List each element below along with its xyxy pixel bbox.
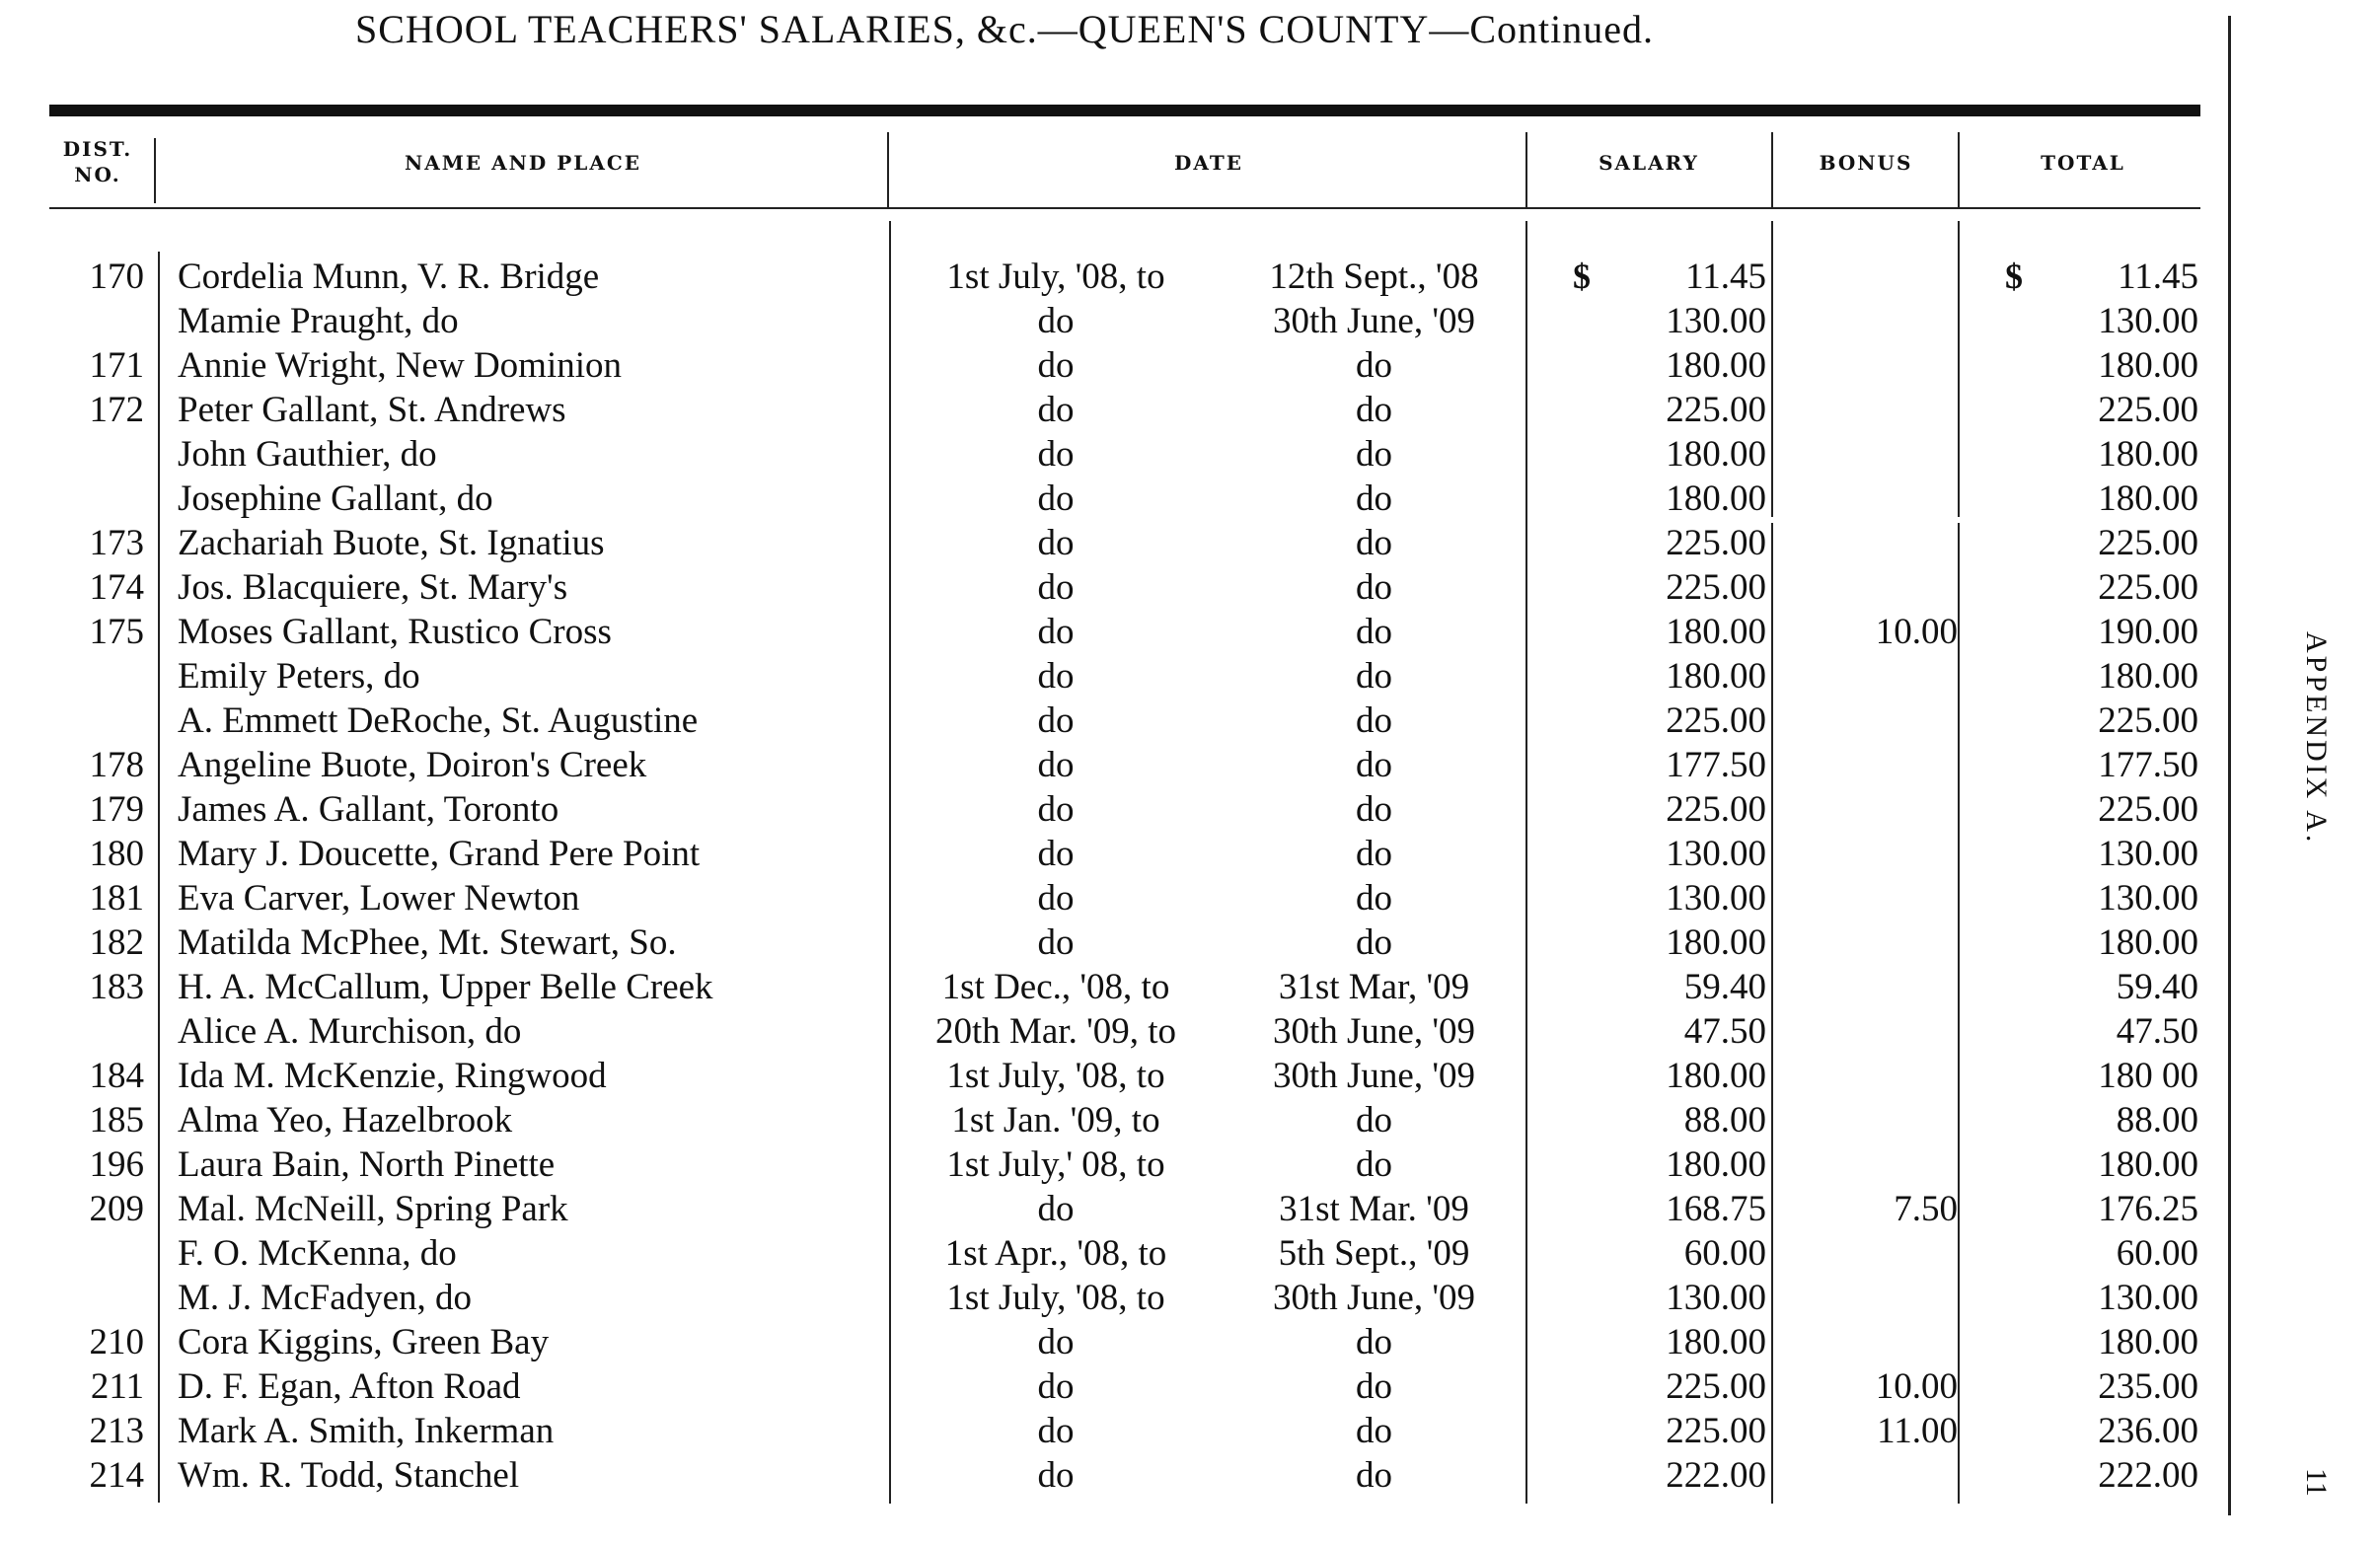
total: 130.00 [2098, 878, 2198, 919]
total: 176.25 [2098, 1189, 2198, 1229]
table-row [0, 965, 2380, 1009]
salary: 130.00 [1666, 834, 1766, 874]
salary: 180.00 [1666, 656, 1766, 697]
name-and-place: Matilda McPhee, Mt. Stewart, So. [178, 922, 677, 963]
date-from: do [1037, 878, 1075, 919]
date-to: do [1356, 434, 1392, 475]
date-to: do [1356, 612, 1392, 652]
table-row [0, 1098, 2380, 1142]
date-to: do [1356, 1411, 1392, 1451]
total: 225.00 [2098, 789, 2198, 830]
total-currency-symbol: $ [2005, 257, 2023, 296]
date-from: do [1037, 390, 1075, 430]
appendix-label: APPENDIX A. [2300, 631, 2333, 846]
table-row [0, 1231, 2380, 1276]
table-row [0, 1276, 2380, 1320]
dist-no: 184 [89, 1056, 144, 1096]
dist-no: 175 [89, 612, 144, 652]
table-row [0, 343, 2380, 388]
total: 190.00 [2098, 612, 2198, 652]
total: 180.00 [2098, 345, 2198, 386]
date-to: do [1356, 1144, 1392, 1185]
salary: 130.00 [1666, 301, 1766, 341]
table-row [0, 255, 2380, 299]
date-to: do [1356, 1366, 1392, 1407]
dist-no: 209 [89, 1189, 144, 1229]
salary: 225.00 [1666, 523, 1766, 563]
salary: 180.00 [1666, 1322, 1766, 1362]
salary: 88.00 [1683, 1100, 1766, 1140]
table-row [0, 432, 2380, 477]
dist-no: 214 [89, 1455, 144, 1496]
header-divider [1525, 132, 1527, 207]
table-row [0, 388, 2380, 432]
name-and-place: John Gauthier, do [178, 434, 437, 475]
dist-no: 210 [89, 1322, 144, 1362]
dist-no: 172 [89, 390, 144, 430]
salary: 130.00 [1666, 1278, 1766, 1318]
date-from: do [1037, 301, 1075, 341]
name-and-place: Mark A. Smith, Inkerman [178, 1411, 555, 1451]
dist-no: 185 [89, 1100, 144, 1140]
date-from: 1st July, '08, to [946, 1278, 1165, 1318]
date-to: do [1356, 567, 1392, 608]
total: 225.00 [2098, 567, 2198, 608]
salary: 225.00 [1666, 567, 1766, 608]
total: 235.00 [2098, 1366, 2198, 1407]
date-to: do [1356, 700, 1392, 741]
date-from: do [1037, 612, 1075, 652]
date-from: do [1037, 567, 1075, 608]
dist-no: 182 [89, 922, 144, 963]
salary: 222.00 [1666, 1455, 1766, 1496]
salary: 180.00 [1666, 922, 1766, 963]
salary: 60.00 [1683, 1233, 1766, 1274]
date-to: do [1356, 390, 1392, 430]
name-and-place: Jos. Blacquiere, St. Mary's [178, 567, 568, 608]
column-header-name-and-place: NAME AND PLACE [404, 151, 642, 175]
name-and-place: Angeline Buote, Doiron's Creek [178, 745, 647, 785]
date-from: do [1037, 1366, 1075, 1407]
dist-no: 174 [89, 567, 144, 608]
dist-no: 196 [89, 1144, 144, 1185]
salary: 180.00 [1666, 1056, 1766, 1096]
header-rule-thin [49, 207, 2200, 209]
total: 225.00 [2098, 390, 2198, 430]
date-from: 1st July,' 08, to [946, 1144, 1165, 1185]
column-header-salary: SALARY [1599, 151, 1699, 175]
salary: 225.00 [1666, 700, 1766, 741]
name-and-place: Ida M. McKenzie, Ringwood [178, 1056, 607, 1096]
date-to: 30th June, '09 [1272, 1056, 1476, 1096]
salary: 180.00 [1666, 434, 1766, 475]
table-row [0, 565, 2380, 610]
dist-no: 178 [89, 745, 144, 785]
bonus: 10.00 [1875, 1366, 1958, 1407]
date-from: 1st Jan. '09, to [951, 1100, 1160, 1140]
table-row [0, 832, 2380, 876]
name-and-place: Alma Yeo, Hazelbrook [178, 1100, 513, 1140]
dist-no: 180 [89, 834, 144, 874]
date-from: 1st Apr., '08, to [944, 1233, 1167, 1274]
salary: 225.00 [1666, 390, 1766, 430]
total: 11.45 [2118, 257, 2198, 297]
dist-no: 183 [89, 967, 144, 1007]
total: 59.40 [2116, 967, 2198, 1007]
date-to: 31st Mar. '09 [1279, 1189, 1469, 1229]
table-row [0, 1453, 2380, 1498]
total: 180.00 [2098, 922, 2198, 963]
date-from: do [1037, 834, 1075, 874]
date-to: 31st Mar, '09 [1278, 967, 1470, 1007]
header-rule-thick [49, 105, 2200, 116]
name-and-place: Mal. McNeill, Spring Park [178, 1189, 568, 1229]
name-and-place: Moses Gallant, Rustico Cross [178, 612, 612, 652]
total: 222.00 [2098, 1455, 2198, 1496]
date-to: do [1356, 345, 1392, 386]
name-and-place: James A. Gallant, Toronto [178, 789, 559, 830]
dist-no: 211 [90, 1366, 144, 1407]
table-row [0, 1142, 2380, 1187]
salary: 11.45 [1685, 257, 1766, 297]
salary: 59.40 [1683, 967, 1766, 1007]
header-divider [1958, 132, 1960, 207]
salary: 180.00 [1666, 345, 1766, 386]
bonus: 10.00 [1875, 612, 1958, 652]
date-to: do [1356, 478, 1392, 519]
date-from: do [1037, 1411, 1075, 1451]
salary: 225.00 [1666, 1411, 1766, 1451]
total: 225.00 [2098, 523, 2198, 563]
column-header-total: TOTAL [2041, 151, 2125, 175]
date-from: do [1037, 745, 1075, 785]
date-from: do [1037, 434, 1075, 475]
name-and-place: M. J. McFadyen, do [178, 1278, 473, 1318]
name-and-place: Eva Carver, Lower Newton [178, 878, 580, 919]
date-to: do [1356, 834, 1392, 874]
date-from: 20th Mar. '09, to [934, 1011, 1177, 1052]
salary: 225.00 [1666, 1366, 1766, 1407]
column-header-dist-no: DIST. NO. [62, 137, 133, 186]
dist-no: 170 [89, 257, 144, 297]
date-from: do [1037, 1455, 1075, 1496]
date-from: do [1037, 922, 1075, 963]
date-from: do [1037, 789, 1075, 830]
table-row [0, 743, 2380, 787]
table-row [0, 1320, 2380, 1364]
dist-no: 213 [89, 1411, 144, 1451]
date-to: 30th June, '09 [1272, 301, 1476, 341]
table-row [0, 1009, 2380, 1054]
date-to: do [1356, 1455, 1392, 1496]
date-to: 12th Sept., '08 [1269, 257, 1479, 297]
date-to: do [1356, 745, 1392, 785]
table-row [0, 1054, 2380, 1098]
salary: 225.00 [1666, 789, 1766, 830]
table-row [0, 299, 2380, 343]
total: 180.00 [2098, 434, 2198, 475]
name-and-place: Alice A. Murchison, do [178, 1011, 522, 1052]
page-number: 11 [2300, 1468, 2333, 1497]
name-and-place: Mary J. Doucette, Grand Pere Point [178, 834, 701, 874]
name-and-place: D. F. Egan, Afton Road [178, 1366, 521, 1407]
total: 236.00 [2098, 1411, 2198, 1451]
header-divider [154, 138, 156, 203]
total: 88.00 [2116, 1100, 2198, 1140]
date-from: do [1037, 1189, 1075, 1229]
name-and-place: Cora Kiggins, Green Bay [178, 1322, 550, 1362]
table-row [0, 787, 2380, 832]
name-and-place: H. A. McCallum, Upper Belle Creek [178, 967, 713, 1007]
name-and-place: Annie Wright, New Dominion [178, 345, 622, 386]
date-to: 5th Sept., '09 [1278, 1233, 1470, 1274]
column-header-bonus: BONUS [1819, 151, 1913, 175]
table-row [0, 477, 2380, 521]
salary: 47.50 [1683, 1011, 1766, 1052]
salary: 180.00 [1666, 478, 1766, 519]
total: 180 00 [2098, 1056, 2198, 1096]
dist-no: 179 [89, 789, 144, 830]
table-row [0, 1364, 2380, 1409]
date-from: do [1037, 478, 1075, 519]
dist-no: 181 [89, 878, 144, 919]
date-from: 1st July, '08, to [946, 1056, 1165, 1096]
date-from: 1st July, '08, to [946, 257, 1165, 297]
table-row [0, 654, 2380, 699]
dist-no: 173 [89, 523, 144, 563]
date-to: do [1356, 656, 1392, 697]
name-and-place: Laura Bain, North Pinette [178, 1144, 556, 1185]
total: 180.00 [2098, 1322, 2198, 1362]
salary: 180.00 [1666, 612, 1766, 652]
dist-no: 171 [89, 345, 144, 386]
total: 47.50 [2116, 1011, 2198, 1052]
table-row [0, 610, 2380, 654]
date-to: do [1356, 922, 1392, 963]
name-and-place: F. O. McKenna, do [178, 1233, 457, 1274]
name-and-place: Emily Peters, do [178, 656, 420, 697]
name-and-place: Cordelia Munn, V. R. Bridge [178, 257, 600, 297]
total: 225.00 [2098, 700, 2198, 741]
total: 130.00 [2098, 834, 2198, 874]
total: 130.00 [2098, 1278, 2198, 1318]
bonus: 11.00 [1877, 1411, 1958, 1451]
total: 180.00 [2098, 1144, 2198, 1185]
date-from: 1st Dec., '08, to [941, 967, 1170, 1007]
total: 60.00 [2116, 1233, 2198, 1274]
total: 130.00 [2098, 301, 2198, 341]
table-row [0, 876, 2380, 920]
name-and-place: A. Emmett DeRoche, St. Augustine [178, 700, 699, 741]
salary: 130.00 [1666, 878, 1766, 919]
header-divider [887, 132, 889, 207]
name-and-place: Josephine Gallant, do [178, 478, 493, 519]
name-and-place: Mamie Praught, do [178, 301, 459, 341]
name-and-place: Peter Gallant, St. Andrews [178, 390, 566, 430]
date-from: do [1037, 700, 1075, 741]
table-row [0, 920, 2380, 965]
total: 177.50 [2098, 745, 2198, 785]
column-header-date: DATE [1174, 151, 1243, 175]
date-to: 30th June, '09 [1272, 1011, 1476, 1052]
name-and-place: Wm. R. Todd, Stanchel [178, 1455, 520, 1496]
date-from: do [1037, 1322, 1075, 1362]
total: 180.00 [2098, 656, 2198, 697]
date-from: do [1037, 523, 1075, 563]
date-to: 30th June, '09 [1272, 1278, 1476, 1318]
bonus: 7.50 [1894, 1189, 1958, 1229]
total: 180.00 [2098, 478, 2198, 519]
salary: 180.00 [1666, 1144, 1766, 1185]
header-divider [1771, 132, 1773, 207]
date-from: do [1037, 345, 1075, 386]
table-row [0, 1187, 2380, 1231]
salary: 177.50 [1666, 745, 1766, 785]
date-to: do [1356, 1100, 1392, 1140]
table-row [0, 699, 2380, 743]
date-to: do [1356, 789, 1392, 830]
name-and-place: Zachariah Buote, St. Ignatius [178, 523, 605, 563]
table-row [0, 521, 2380, 565]
date-from: do [1037, 656, 1075, 697]
salary-currency-symbol: $ [1573, 257, 1591, 296]
page-title: SCHOOL TEACHERS' SALARIES, &c.—QUEEN'S COUNTY—Continued. [355, 7, 1654, 51]
date-to: do [1356, 1322, 1392, 1362]
date-to: do [1356, 523, 1392, 563]
salary: 168.75 [1666, 1189, 1766, 1229]
date-to: do [1356, 878, 1392, 919]
table-row [0, 1409, 2380, 1453]
